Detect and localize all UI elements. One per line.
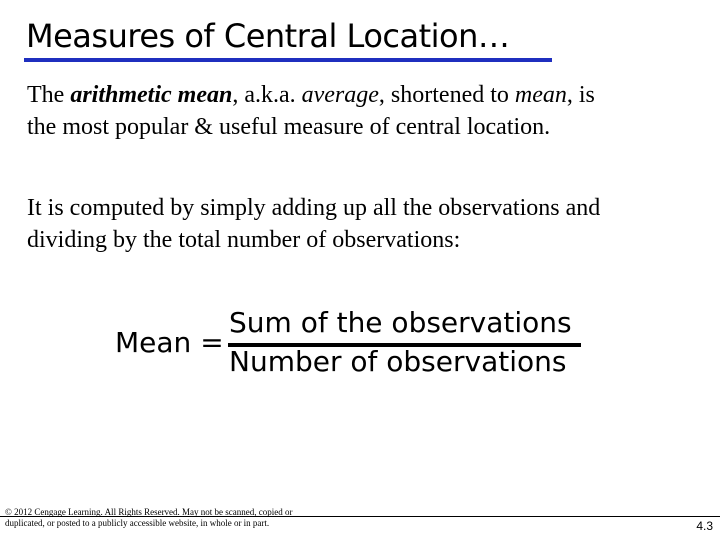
computation-line-1: It is computed by simply adding up all the observations and <box>27 195 601 221</box>
slide-title: Measures of Central Location… <box>26 17 510 55</box>
definition-paragraph <box>27 79 707 143</box>
computation-paragraph <box>27 192 707 256</box>
term-mean: mean <box>514 82 567 108</box>
page-number: 4.3 <box>696 519 713 533</box>
copyright-line-1: © 2012 Cengage Learning. All Rights Reserved. May not be scanned, copied or <box>5 507 293 517</box>
title-underline <box>24 58 552 62</box>
copyright-line-2: duplicated, or posted to a publicly accessible website, in whole or in part. <box>5 518 270 528</box>
text-segment: , a.k.a. <box>232 82 302 108</box>
computation-line-2: dividing by the total number of observations: <box>27 227 461 253</box>
term-average: average <box>301 82 379 108</box>
term-arithmetic-mean: arithmetic mean <box>70 82 233 108</box>
definition-line-2: the most popular & useful measure of central location. <box>27 114 551 140</box>
text-segment: The <box>27 82 71 108</box>
text-segment: , shortened to <box>378 82 515 108</box>
definition-line-1 <box>27 79 707 111</box>
text-segment: , is <box>566 82 595 108</box>
formula-lhs: Mean = <box>115 326 224 359</box>
formula-denominator: Number of observations <box>229 345 567 378</box>
formula-numerator: Sum of the observations <box>229 306 572 339</box>
mean-formula <box>0 300 720 390</box>
copyright-notice <box>5 507 335 529</box>
